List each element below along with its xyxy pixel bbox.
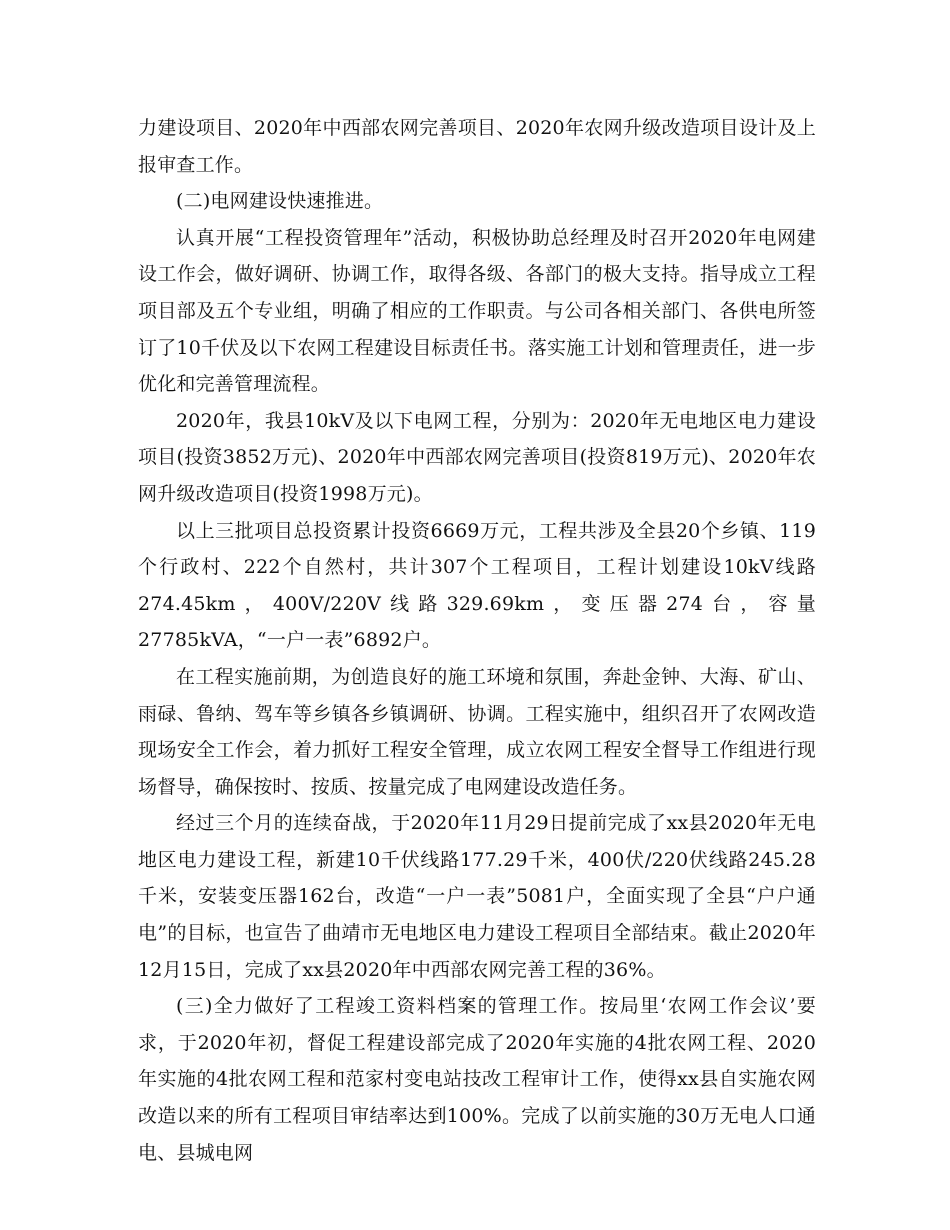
section-heading-3-paragraph: (三)全力做好了工程竣工资料档案的管理工作。按局里‘农网工作会议’要求，于2020年初，督促工程建设部完成了2020年实施的4批农网工程、2020年实施的4批农网工程和范家村变电站技改工程审计工作，使得xx县自实施农网改造以来的所有工程项目审结率达到100%。完成了以前实施的30万无电人口通电、县城电网: [138, 995, 816, 1164]
document-body: [138, 110, 816, 1171]
paragraph-implementation: 在工程实施前期，为创造良好的施工环境和氛围，奔赴金钟、大海、矿山、雨碌、鲁纳、驾车等乡镇各乡镇调研、协调。工程实施中，组织召开了农网改造现场安全工作会，着力抓好工程安全管理，成立农网工程安全督导工作组进行现场督导，确保按时、按质、按量完成了电网建设改造任务。: [138, 665, 816, 798]
paragraph-construction-activity: 认真开展“工程投资管理年”活动，积极协助总经理及时召开2020年电网建设工作会，做好调研、协调工作，取得各级、各部门的极大支持。指导成立工程项目部及五个专业组，明确了相应的工作职责。与公司各相关部门、各供电所签订了10千伏及以下农网工程建设目标责任书。落实施工计划和管理责任，进一步优化和完善管理流程。: [138, 226, 816, 396]
paragraph-2020-projects: 2020年，我县10kV及以下电网工程，分别为：2020年无电地区电力建设项目(投资3852万元)、2020年中西部农网完善项目(投资819万元)、2020年农网升级改造项目(投资1998万元)。: [138, 409, 816, 505]
paragraph-continuation: 力建设项目、2020年中西部农网完善项目、2020年农网升级改造项目设计及上报审查工作。: [138, 117, 816, 176]
paragraph-completion: 经过三个月的连续奋战，于2020年11月29日提前完成了xx县2020年无电地区电力建设工程，新建10千伏线路177.29千米，400伏/220伏线路245.28千米，安装变压器162台，改造“一户一表”5081户，全面实现了全县“户户通电”的目标，也宣告了曲靖市无电地区电力建设工程项目全部结束。截止2020年12月15日，完成了xx县2020年中西部农网完善工程的36%。: [138, 812, 816, 981]
section-heading-2: (二)电网建设快速推进。: [176, 190, 384, 213]
paragraph-investment-summary: 以上三批项目总投资累计投资6669万元，工程共涉及全县20个乡镇、119个行政村、222个自然村，共计307个工程项目，工程计划建设10kV线路274.45km，400V/220V线路329.69km，变压器274台，容量27785kVA，“一户一表”6892户。: [138, 519, 816, 652]
